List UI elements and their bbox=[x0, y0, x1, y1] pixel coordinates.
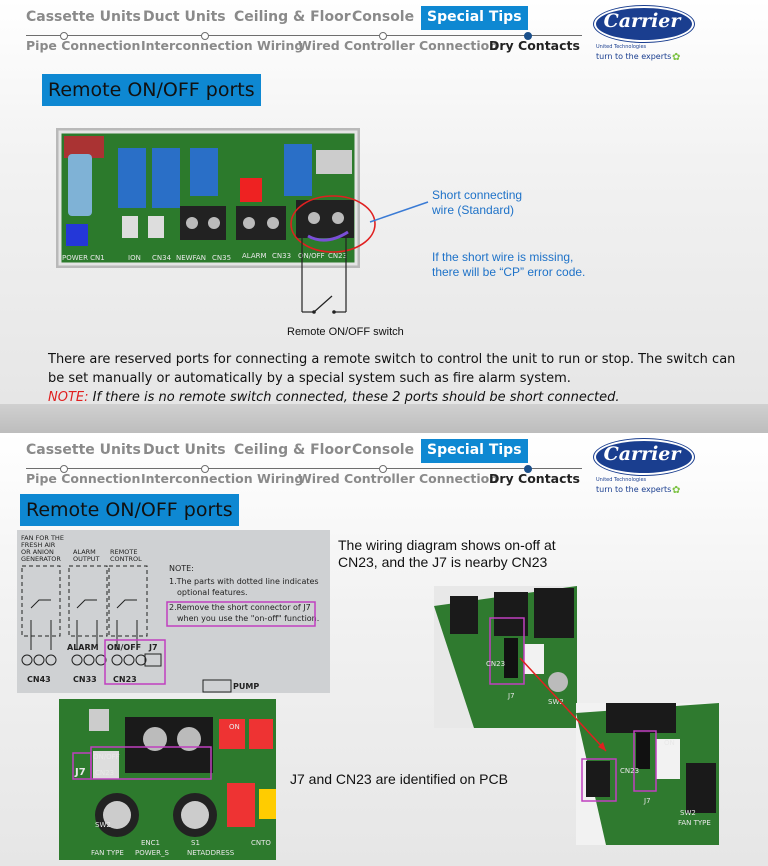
leaf-icon: ✿ bbox=[672, 52, 681, 63]
svg-text:GENERATOR: GENERATOR bbox=[21, 555, 61, 563]
callout-line bbox=[370, 202, 428, 222]
svg-text:NEWFAN: NEWFAN bbox=[176, 254, 206, 262]
tab-console[interactable]: Console bbox=[352, 9, 415, 25]
svg-text:J7: J7 bbox=[644, 797, 651, 805]
svg-text:CN33: CN33 bbox=[73, 675, 97, 684]
svg-text:SW2: SW2 bbox=[95, 821, 111, 829]
subtab-interconnection-wiring[interactable]: Interconnection Wiring bbox=[141, 38, 304, 53]
slide-1 bbox=[0, 0, 768, 404]
svg-text:ON/OFF: ON/OFF bbox=[107, 643, 142, 652]
svg-text:CN23: CN23 bbox=[113, 675, 137, 684]
subtab-pipe-connection[interactable]: Pipe Connection bbox=[26, 471, 141, 486]
caption-wiring: The wiring diagram shows on-off at CN23, and the J7 is nearby CN23 bbox=[338, 537, 556, 570]
svg-text:ALARM: ALARM bbox=[242, 252, 267, 260]
svg-text:CNTO: CNTO bbox=[251, 839, 271, 847]
tab-duct-units[interactable]: Duct Units bbox=[143, 9, 226, 25]
highlight-circle bbox=[291, 196, 375, 252]
callout-wire: Short connecting wire (Standard) bbox=[432, 188, 523, 217]
carrier-logo: Carrier United Technologies turn to the experts ✿ bbox=[594, 6, 692, 66]
tab-special-tips[interactable]: Special Tips bbox=[421, 439, 528, 463]
svg-text:when you use the "on-off" func: when you use the "on-off" function. bbox=[177, 614, 320, 623]
svg-text:FRESH AIR: FRESH AIR bbox=[21, 541, 56, 549]
note-label: NOTE: bbox=[48, 390, 89, 404]
tab-console[interactable]: Console bbox=[352, 442, 415, 458]
subtab-dry-contacts[interactable]: Dry Contacts bbox=[489, 471, 580, 486]
pcb-bottom-photo bbox=[59, 699, 276, 860]
subtab-wired-controller[interactable]: Wired Controller Connection bbox=[298, 38, 499, 53]
svg-text:CN23: CN23 bbox=[328, 252, 348, 260]
slide-divider bbox=[0, 404, 768, 433]
svg-text:1.The parts with dotted line i: 1.The parts with dotted line indicates bbox=[169, 577, 319, 586]
tab-duct-units[interactable]: Duct Units bbox=[143, 442, 226, 458]
svg-text:ON: ON bbox=[664, 739, 675, 747]
switch-label: Remote ON/OFF switch bbox=[287, 326, 404, 338]
tab-special-tips[interactable]: Special Tips bbox=[421, 6, 528, 30]
svg-text:POWER CN1: POWER CN1 bbox=[62, 254, 105, 262]
svg-text:PUMP: PUMP bbox=[233, 682, 260, 691]
svg-text:ALARM: ALARM bbox=[67, 643, 99, 652]
svg-text:ALARM: ALARM bbox=[73, 548, 96, 556]
svg-text:CN23: CN23 bbox=[620, 767, 640, 775]
page-title: Remote ON/OFF ports bbox=[42, 74, 261, 106]
annotation-overlay bbox=[0, 0, 768, 404]
svg-text:SW2: SW2 bbox=[680, 809, 696, 817]
red-arrow bbox=[520, 658, 606, 751]
callout-error: If the short wire is missing, there will be “CP” error code. bbox=[432, 250, 586, 279]
tab-cassette-units[interactable]: Cassette Units bbox=[26, 9, 141, 25]
svg-text:optional features.: optional features. bbox=[177, 588, 248, 597]
svg-text:S1: S1 bbox=[191, 839, 200, 847]
subtab-wired-controller[interactable]: Wired Controller Connection bbox=[298, 471, 499, 486]
subtab-pipe-connection[interactable]: Pipe Connection bbox=[26, 38, 141, 53]
svg-text:SW2: SW2 bbox=[548, 698, 564, 706]
svg-text:FAN FOR THE: FAN FOR THE bbox=[21, 534, 64, 542]
svg-text:OUTPUT: OUTPUT bbox=[73, 555, 100, 563]
svg-text:ON/OFF: ON/OFF bbox=[298, 252, 325, 260]
svg-text:OR ANION: OR ANION bbox=[21, 548, 54, 556]
svg-text:J7: J7 bbox=[508, 692, 515, 700]
tab-ceiling-floor[interactable]: Ceiling & Floor bbox=[234, 442, 351, 458]
caption-pcb: J7 and CN23 are identified on PCB bbox=[290, 771, 508, 787]
svg-text:J7: J7 bbox=[149, 643, 158, 652]
carrier-logo: Carrier United Technologies turn to the experts ✿ bbox=[594, 439, 692, 499]
svg-text:CN33: CN33 bbox=[272, 252, 292, 260]
svg-text:CN34: CN34 bbox=[152, 254, 172, 262]
tab-ceiling-floor[interactable]: Ceiling & Floor bbox=[234, 9, 351, 25]
svg-text:CONTROL: CONTROL bbox=[110, 555, 142, 563]
svg-text:J7: J7 bbox=[75, 767, 86, 778]
page-title: Remote ON/OFF ports bbox=[20, 494, 239, 526]
svg-text:CN35: CN35 bbox=[212, 254, 232, 262]
slide-2 bbox=[0, 433, 768, 866]
tab-cassette-units[interactable]: Cassette Units bbox=[26, 442, 141, 458]
svg-text:ION: ION bbox=[128, 254, 141, 262]
svg-text:FAN TYPE: FAN TYPE bbox=[91, 849, 124, 857]
svg-text:FAN TYPE: FAN TYPE bbox=[678, 819, 711, 827]
subtab-dry-contacts[interactable]: Dry Contacts bbox=[489, 38, 580, 53]
subtab-interconnection-wiring[interactable]: Interconnection Wiring bbox=[141, 471, 304, 486]
svg-text:ON/OFF: ON/OFF bbox=[93, 753, 120, 761]
svg-text:2.Remove the short connector o: 2.Remove the short connector of J7 bbox=[169, 603, 311, 612]
svg-text:CN43: CN43 bbox=[27, 675, 51, 684]
svg-text:NETADDRESS: NETADDRESS bbox=[187, 849, 235, 857]
svg-text:REMOTE: REMOTE bbox=[110, 548, 138, 556]
svg-text:POWER_S: POWER_S bbox=[135, 849, 169, 857]
svg-text:NOTE:: NOTE: bbox=[169, 564, 194, 573]
switch-icon bbox=[314, 296, 332, 312]
description: There are reserved ports for connecting a remote switch to control the unit to run or stop. The switch can be set manually or automatically by a special system such as fire alarm system. NOTE: If there is no remote switch connected, these 2 ports should be short connected. bbox=[48, 352, 736, 404]
svg-text:ON: ON bbox=[229, 723, 240, 731]
svg-text:CN23: CN23 bbox=[486, 660, 506, 668]
svg-text:CN23: CN23 bbox=[95, 769, 115, 777]
note-text: If there is no remote switch connected, these 2 ports should be short connected. bbox=[88, 390, 620, 404]
leaf-icon: ✿ bbox=[672, 485, 681, 496]
svg-text:ENC1: ENC1 bbox=[141, 839, 161, 847]
